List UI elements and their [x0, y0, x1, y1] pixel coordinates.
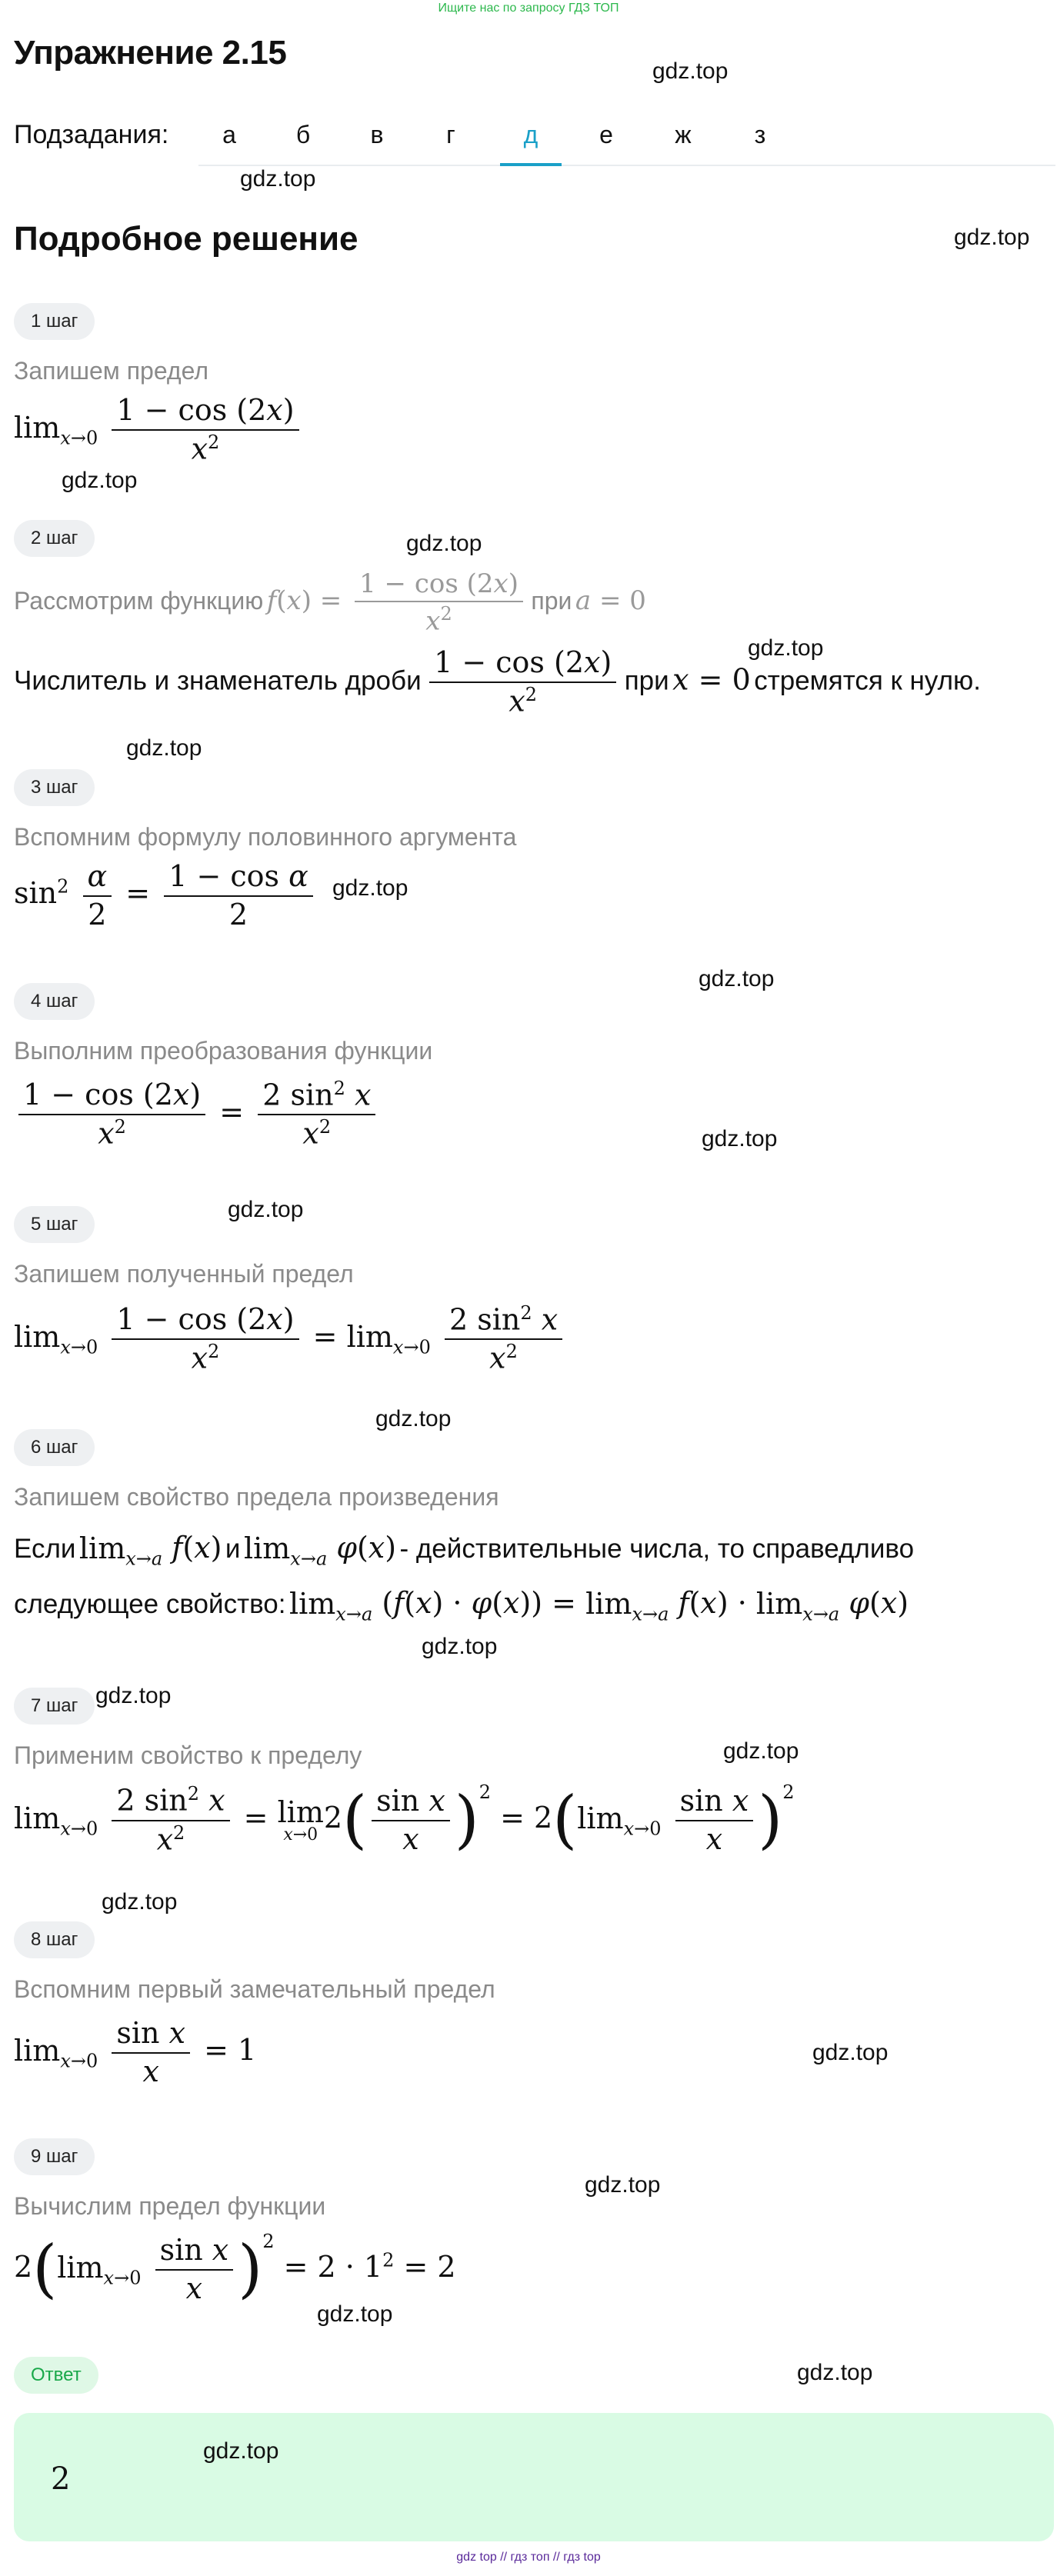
watermark: gdz.top	[375, 1406, 452, 1431]
step-9-formula: $2(\lim_{x\to 0}$ $\frac{\text{sin x}}{x}$ )$^2 = 2 \cdot 1^2 = 2$	[14, 2231, 456, 2306]
watermark: gdz.top	[126, 735, 202, 761]
step-8-formula: $\lim_{x\to 0}$ $\frac{\text{sin x}}{x}$ = 1	[14, 2016, 257, 2088]
watermark: gdz.top	[228, 1197, 304, 1222]
step-8-badge: 8 шаг	[14, 1921, 95, 1958]
step-6-line-2: следующее свойство: $\lim_{x\to a} (f(x) \cdot \varphi(x)) = \lim_{x\to a} f(x) \cdot \lim_{x\to a} \varphi(x)$	[14, 1586, 909, 1625]
subtasks-label: Подзадания:	[14, 120, 169, 149]
step-4-badge: 4 шаг	[14, 983, 95, 1020]
step-3-formula: $\sin^2$ $\frac{\alpha}{2}$ = $\frac{\text{1 − cos α}}{2}$	[14, 858, 318, 933]
page-title: Упражнение 2.15	[14, 34, 287, 72]
step-2-desc-line: Рассмотрим функцию f(x) = $\frac{1 - \cos (2x)}{x^2}$ при a = 0	[14, 568, 646, 636]
step-6-text-d: следующее свойство:	[14, 1589, 286, 1619]
step-2-desc-mid: при	[531, 587, 572, 615]
tab-e[interactable]: е	[599, 121, 613, 148]
watermark: gdz.top	[699, 966, 775, 991]
tab-v[interactable]: в	[370, 121, 384, 148]
step-5-formula: $\lim_{x\to 0}$ $\frac{1 - \cos (2x)}{x^2}$ = $\lim_{x\to 0}$ $\frac{2 \sin^2 x}{x^2}$	[14, 1301, 567, 1377]
step-9-badge: 9 шаг	[14, 2138, 95, 2175]
tab-d[interactable]: д	[500, 109, 562, 166]
step-6-text-a: Если	[14, 1534, 76, 1564]
step-1-badge: 1 шаг	[14, 303, 95, 340]
step-3-badge: 3 шаг	[14, 769, 95, 806]
step-2-text-b: при	[624, 665, 669, 696]
step-6-badge: 6 шаг	[14, 1429, 95, 1466]
watermark: gdz.top	[702, 1126, 778, 1151]
answer-value: 2	[51, 2461, 71, 2497]
watermark: gdz.top	[723, 1738, 799, 1764]
tab-zh[interactable]: ж	[675, 121, 692, 148]
subtask-tabs	[198, 109, 1055, 166]
watermark: gdz.top	[652, 58, 729, 84]
step-1-desc: Запишем предел	[14, 357, 208, 385]
watermark: gdz.top	[797, 2360, 873, 2385]
step-5-badge: 5 шаг	[14, 1206, 95, 1243]
watermark: gdz.top	[62, 468, 138, 493]
watermark: gdz.top	[406, 531, 482, 556]
step-4-formula: $\frac{1 - \cos (2x)}{x^2}$ = $\frac{2 \sin^2 x}{x^2}$	[14, 1077, 380, 1152]
watermark: gdz.top	[203, 2438, 279, 2464]
watermark: gdz.top	[332, 875, 408, 901]
watermark: gdz.top	[585, 2172, 661, 2198]
step-7-desc: Применим свойство к пределу	[14, 1741, 362, 1769]
step-7-formula: $\lim_{x\to 0}$ $\frac{2 \sin^2 x}{x^2}$ = lim x→0 2( $\frac{\text{sin x}}{x}$ )$^2 = 2(\lim_{x\to 0}$ $\frac{\text{sin x}}{x}$ )$^2$	[14, 1781, 795, 1857]
tab-a[interactable]: а	[222, 121, 236, 148]
step-7-badge: 7 шаг	[14, 1688, 95, 1725]
tab-g[interactable]: г	[446, 121, 455, 148]
step-1-formula: $\lim_{x\to 0}$ $\frac{1 - \cos (2x)}{x^2}$	[14, 392, 304, 468]
watermark: gdz.top	[240, 166, 316, 192]
step-2-text-a: Числитель и знаменатель дроби	[14, 665, 422, 696]
solution-heading: Подробное решение	[14, 220, 358, 258]
watermark: gdz.top	[95, 1683, 172, 1708]
footer-links[interactable]: gdz top // гдз топ // гдз top	[456, 2551, 601, 2564]
step-6-line-1: Если $\lim_{x\to a} f(x)$ и $\lim_{x\to a} \varphi(x)$ - действительные числа, то справедливо	[14, 1531, 915, 1570]
step-5-desc: Запишем полученный предел	[14, 1260, 354, 1288]
top-hint: Ищите нас по запросу ГДЗ ТОП	[438, 2, 619, 15]
step-6-text-b: и	[225, 1534, 241, 1564]
tab-b[interactable]: б	[295, 121, 311, 148]
step-3-desc: Вспомним формулу половинного аргумента	[14, 823, 517, 851]
watermark: gdz.top	[317, 2301, 393, 2327]
step-2-badge: 2 шаг	[14, 520, 95, 557]
tab-z[interactable]: з	[754, 121, 766, 148]
step-6-text-c: - действительные числа, то справедливо	[399, 1534, 915, 1564]
watermark: gdz.top	[954, 225, 1030, 250]
step-9-desc: Вычислим предел функции	[14, 2192, 326, 2220]
watermark: gdz.top	[812, 2040, 889, 2065]
step-6-desc: Запишем свойство предела произведения	[14, 1483, 499, 1511]
step-2-desc: Рассмотрим функцию	[14, 587, 264, 615]
step-2-text-c: стремятся к нулю.	[754, 665, 982, 696]
step-2-text-line: Числитель и знаменатель дроби $\frac{1 - \cos (2x)}{x^2}$ при x = 0 стремятся к нулю.	[14, 645, 982, 718]
step-4-desc: Выполним преобразования функции	[14, 1037, 433, 1065]
watermark: gdz.top	[748, 635, 824, 661]
watermark: gdz.top	[422, 1634, 498, 1659]
watermark: gdz.top	[102, 1889, 178, 1915]
answer-badge: Ответ	[14, 2357, 98, 2394]
step-8-desc: Вспомним первый замечательный предел	[14, 1975, 495, 2003]
answer-box	[14, 2413, 1054, 2541]
